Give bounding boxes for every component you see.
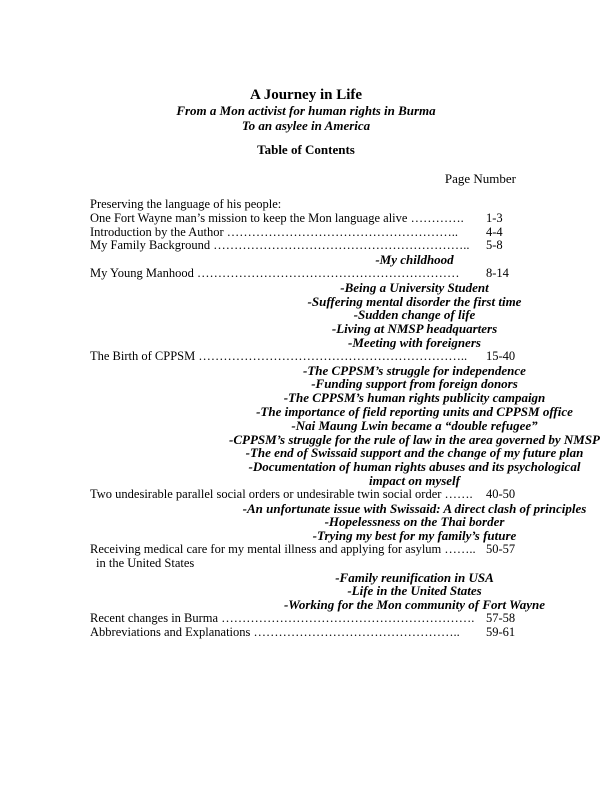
toc-entry bbox=[90, 212, 520, 226]
toc-subentry bbox=[90, 391, 612, 405]
toc-entry-text: -Life in the United States bbox=[347, 583, 482, 599]
toc-page-number: 8-14 bbox=[486, 265, 509, 280]
toc-entry-text: -Sudden change of life bbox=[353, 307, 476, 323]
toc-entry-text: Receiving medical care for my mental illness and applying for asylum …….. bbox=[90, 541, 476, 556]
toc-entry-text: -Funding support from foreign donors bbox=[311, 376, 518, 392]
toc-entry-text: -Working for the Mon community of Fort Wayne bbox=[283, 597, 546, 613]
document-title: A Journey in Life bbox=[249, 87, 363, 103]
toc-entry bbox=[90, 267, 520, 281]
toc-subentry bbox=[90, 322, 612, 336]
toc-page-number: 15-40 bbox=[486, 348, 516, 363]
toc-entry-text: -The CPPSM’s human rights publicity campaign bbox=[283, 390, 546, 406]
toc-entry-text: -An unfortunate issue with Swissaid: A direct clash of principles bbox=[242, 500, 587, 516]
toc-subentry bbox=[90, 419, 612, 433]
toc-entry-text: -The end of Swissaid support and the change of my future plan bbox=[245, 445, 584, 461]
toc-entry bbox=[90, 488, 520, 502]
toc-entry-text: -Suffering mental disorder the first time bbox=[307, 293, 522, 309]
toc-entry bbox=[90, 226, 520, 240]
toc-subentry bbox=[90, 571, 612, 585]
table-of-contents bbox=[90, 197, 600, 640]
toc-entry-text: One Fort Wayne man’s mission to keep the Mon language alive …………. bbox=[90, 210, 464, 225]
toc-entry-text: My Family Background …………………………………………………….. bbox=[90, 238, 470, 253]
toc-entry-text: The Birth of CPPSM ……………………………………………………….. bbox=[90, 348, 468, 363]
toc-entry bbox=[90, 239, 520, 253]
toc-entry-text: -Meeting with foreigners bbox=[348, 334, 481, 350]
toc-entry-text: -The CPPSM’s struggle for independence bbox=[303, 362, 526, 378]
toc-entry bbox=[90, 350, 520, 364]
toc-entry-text: -Nai Maung Lwin became a “double refugee” bbox=[291, 417, 538, 433]
toc-entry-text: in the United States bbox=[96, 555, 195, 570]
toc-subentry bbox=[90, 557, 520, 571]
toc-subentry bbox=[90, 515, 612, 529]
toc-entry-text: Two undesirable parallel social orders or undesirable twin social order ……. bbox=[90, 486, 473, 501]
toc-entry-text: -Being a University Student bbox=[340, 279, 489, 295]
toc-entry-text: -The importance of field reporting units and CPPSM office bbox=[256, 403, 573, 419]
toc-entry-text: -Family reunification in USA bbox=[335, 569, 494, 585]
toc-page-number: 1-3 bbox=[486, 210, 503, 225]
toc-entry-text: Introduction by the Author ……………………………………………….. bbox=[90, 224, 459, 239]
toc-heading: Table of Contents bbox=[257, 142, 355, 157]
toc-subentry bbox=[90, 584, 612, 598]
page-number-header: Page Number bbox=[444, 171, 516, 186]
toc-subentry bbox=[90, 295, 612, 309]
toc-subentry bbox=[90, 364, 612, 378]
toc-entry-text: impact on myself bbox=[369, 472, 460, 488]
toc-entry-text: Abbreviations and Explanations ………………………………………….. bbox=[90, 624, 460, 639]
toc-subentry bbox=[90, 405, 612, 419]
toc-page-number: 59-61 bbox=[486, 624, 516, 639]
toc-page-number: 40-50 bbox=[486, 486, 516, 501]
toc-entry bbox=[90, 543, 520, 557]
toc-entry bbox=[90, 198, 520, 212]
toc-subentry bbox=[90, 446, 612, 460]
toc-entry-text: -Trying my best for my family’s future bbox=[312, 528, 517, 544]
toc-page-number: 5-8 bbox=[486, 238, 503, 253]
toc-entry bbox=[90, 626, 520, 640]
toc-entry-text: -Living at NMSP headquarters bbox=[331, 321, 498, 337]
document-subtitle-2: To an asylee in America bbox=[241, 118, 371, 133]
document-subtitle-1: From a Mon activist for human rights in Burma bbox=[176, 103, 436, 118]
toc-page-number: 4-4 bbox=[486, 224, 503, 239]
toc-subentry bbox=[90, 281, 612, 295]
toc-entry bbox=[90, 612, 520, 626]
toc-subentry bbox=[90, 474, 612, 488]
toc-subentry bbox=[90, 529, 612, 543]
toc-subentry bbox=[90, 377, 612, 391]
toc-page-number: 50-57 bbox=[486, 541, 516, 556]
toc-entry-text: -Hopelessness on the Thai border bbox=[324, 514, 505, 530]
toc-entry-text: -My childhood bbox=[375, 252, 454, 268]
toc-subentry bbox=[90, 433, 612, 447]
toc-entry-text: My Young Manhood ……………………………………………………… bbox=[90, 265, 460, 280]
toc-page-number: 57-58 bbox=[486, 610, 516, 625]
toc-entry-text: Recent changes in Burma ……………………………………………………. bbox=[90, 610, 475, 625]
toc-subentry bbox=[90, 460, 612, 474]
toc-subentry bbox=[90, 336, 612, 350]
toc-entry-text: Preserving the language of his people: bbox=[90, 197, 282, 211]
toc-entry-text: -Documentation of human rights abuses and its psychological bbox=[248, 459, 581, 475]
toc-subentry bbox=[90, 502, 612, 516]
toc-subentry bbox=[90, 598, 612, 612]
toc-subentry bbox=[90, 253, 612, 267]
toc-subentry bbox=[90, 308, 612, 322]
toc-entry-text: -CPPSM’s struggle for the rule of law in the area governed by NMSP bbox=[229, 431, 600, 447]
